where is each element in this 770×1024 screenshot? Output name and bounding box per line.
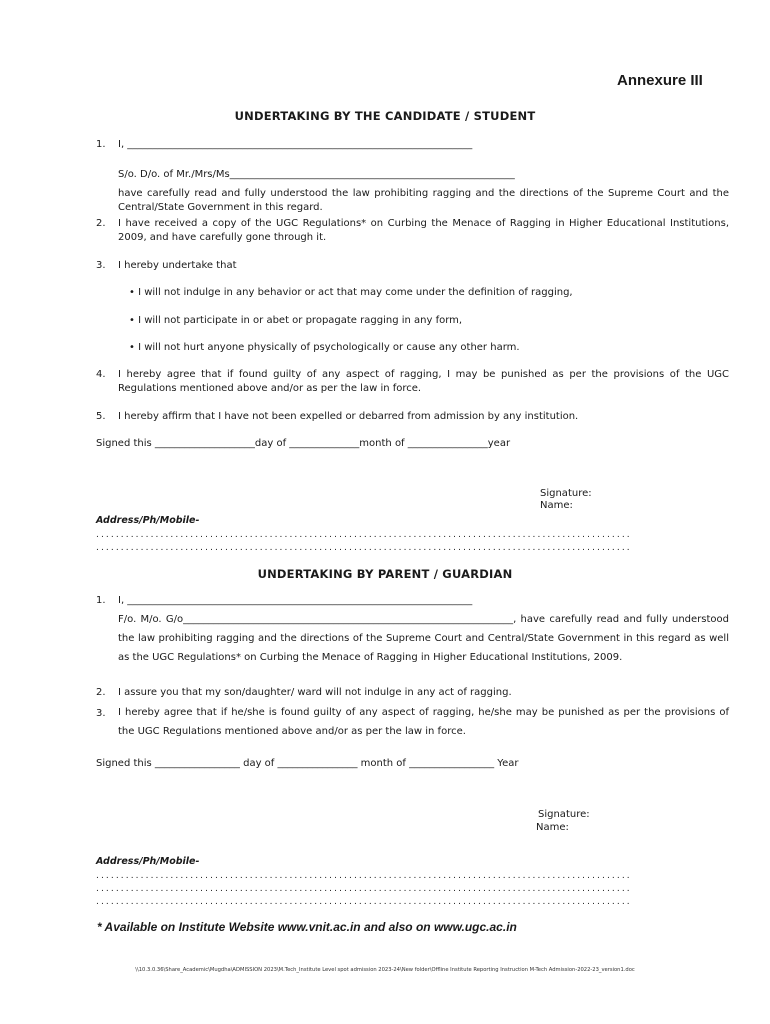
student-bullet-2: • I will not participate in or abet or propagate ragging in any form,: [129, 315, 463, 326]
parent-address-dots-2: ............................................................................................................: [96, 885, 632, 893]
parent-item2-text: I assure you that my son/daughter/ ward will not indulge in any act of ragging.: [118, 687, 512, 698]
student-bullet-1: • I will not indulge in any behavior or act that may come under the definition of ragging,: [129, 287, 573, 298]
student-signed-line: Signed this ____________________day of ______________month of ________________year: [96, 438, 511, 449]
parent-item3-text: I hereby agree that if he/she is found guilty of any aspect of ragging, he/she may be punished as per the provisions of the UGC Regulations mentioned above and/or as per the law in force.: [118, 707, 729, 737]
student-item5-number: 5.: [96, 411, 106, 422]
student-address-label: Address/Ph/Mobile-: [96, 515, 200, 526]
student-item1-text: have carefully read and fully understood the law prohibiting ragging and the directions of the Supreme Court and the Central/State Government in this regard.: [118, 188, 729, 213]
student-address-dots-2: ............................................................................................................: [96, 544, 632, 552]
student-parent-name-line: S/o. D/o. of Mr./Mrs/Ms_________________________________________________________: [118, 169, 515, 180]
student-item3-number: 3.: [96, 260, 106, 271]
parent-name-line: I, _____________________________________________________________________: [118, 595, 473, 606]
student-item4-text: I hereby agree that if found guilty of any aspect of ragging, I may be punished as per the provisions of the UGC Regulations mentioned above and/or as per the law in force.: [118, 369, 729, 394]
parent-signature-label: Signature:: [538, 809, 590, 820]
parent-item1-text: F/o. M/o. G/o__________________________________________________________________, have carefully read and fully understood the law prohibiting ragging and the directions of the Supreme Court and Central/State Government in this regard as well as the UGC Regulations* on Curbing the Menace of Ragging in Higher Educational Institutions, 2009.: [118, 614, 729, 663]
student-address-dots-1: ............................................................................................................: [96, 531, 632, 539]
parent-address-label: Address/Ph/Mobile-: [96, 856, 200, 867]
parent-item2-number: 2.: [96, 687, 106, 698]
student-name-line: I, _____________________________________________________________________: [118, 139, 473, 150]
student-item4-number: 4.: [96, 369, 106, 380]
annexure-label: Annexure III: [617, 72, 703, 89]
student-item3-text: I hereby undertake that: [118, 260, 237, 271]
student-item5-text: I hereby affirm that I have not been expelled or debarred from admission by any institution.: [118, 411, 579, 422]
parent-signed-line: Signed this _________________ day of ________________ month of _________________ Year: [96, 758, 519, 769]
student-item1-number: 1.: [96, 139, 106, 150]
student-item2-text: I have received a copy of the UGC Regulations* on Curbing the Menace of Ragging in Higher Educational Institutions, 2009, and have carefully gone through it.: [118, 218, 729, 243]
student-undertaking-heading: UNDERTAKING BY THE CANDIDATE / STUDENT: [234, 109, 536, 123]
parent-name-label: Name:: [536, 822, 569, 833]
parent-undertaking-heading: UNDERTAKING BY PARENT / GUARDIAN: [257, 567, 513, 581]
student-bullet-3: • I will not hurt anyone physically of psychologically or cause any other harm.: [129, 342, 520, 353]
parent-item3-number: 3.: [96, 708, 106, 719]
website-footnote: * Available on Institute Website www.vnit.ac.in and also on www.ugc.ac.in: [97, 920, 517, 934]
student-item2-number: 2.: [96, 218, 106, 229]
file-path-footer: \\10.3.0.36\Share_Academic\Mugdha\ADMISSION 2023\M.Tech_Institute Level spot admission 2023-24\New folder\Offline Institute Reporting Instruction M-Tech Admission-2022-23_version1.doc: [135, 967, 635, 973]
parent-item1-number: 1.: [96, 595, 106, 606]
student-name-label: Name:: [540, 500, 573, 511]
parent-address-dots-3: ............................................................................................................: [96, 898, 632, 906]
parent-address-dots-1: ............................................................................................................: [96, 872, 632, 880]
student-signature-label: Signature:: [540, 488, 592, 499]
